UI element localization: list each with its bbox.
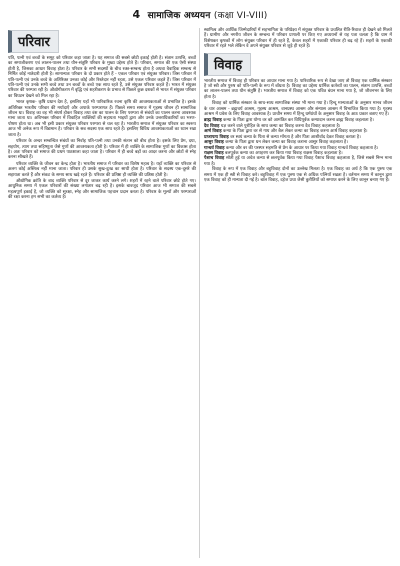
continued-paragraph: स्वामित्व और आर्थिक जिम्मेदारियों में सहभागिता के परिप्रेक्ष्य में संयुक्त परिवार के प्रचलित रीति-रिवाज ही देखने को मिलते हैं। ग्रामीण और नगरीय जीवन के सम्बन्ध में परिवार प्रणाली पर किए गए अध्ययनों से यह पता चलता है कि ग्राम में विशेषकर कृषकों में लोग संयुक्त परिवार में ही रहते हैं, केवल शहरों में एकाकी परिवार ही बढ़ रहे हैं। शहरों के एकाकी परिवार में रहते भले लेकिन वे अपने संयुक्त परिवार से जुड़े ही रहते हैं। bbox=[204, 28, 392, 50]
family-paragraph: औद्योगिक क्रांति के बाद व्यक्ति परिवार से दूर जाकर कार्य करने लगे। शहरों में रहने वाले परिवार छोटे होते गए। आधुनिक समय में एकल परिवारों की संख्या लगातार बढ़ रही है। इसके बावजूद परिवार आज भी समाज की सबसे महत्वपूर्ण इकाई है, जो व्यक्ति को सुरक्षा, स्नेह और सामाजिक पहचान प्रदान करता है। परिवार के मूल्यों और परम्पराओं की रक्षा करना हम सभी का कर्तव्य है। bbox=[8, 178, 196, 201]
column-divider bbox=[199, 28, 200, 558]
marriage-type-text: सोती हुई या अचेत कन्या से छलपूर्वक किया गया विवाह पैशाच विवाह कहलाता है, जिसे सबसे निम्न माना गया है। bbox=[204, 156, 392, 167]
section-heading-family: परिवार bbox=[8, 30, 59, 53]
marriage-type-label: ब्राह्म विवाह bbox=[204, 118, 222, 124]
marriage-type-text: कन्या और वर की परस्पर सहमति से प्रेम के आधार पर किया गया विवाह गान्धर्व विवाह कहलाता है। bbox=[225, 145, 379, 151]
marriage-type-label: आसुर विवाह bbox=[204, 140, 224, 146]
family-paragraph: परिवार व्यक्ति के जीवन का केन्द्र होता है। भारतीय समाज में परिवार का विशेष महत्व है। यहाँ व्यक्ति का परिवार से अलग कोई अस्तित्व नहीं माना जाता। परिवार ही उसके सुख-दुःख का साथी होता है। परिवार के सदस्य एक-दूसरे की सहायता करते हैं और संकट के समय साथ खड़े रहते हैं। परिवार की प्रतिष्ठा ही व्यक्ति की प्रतिष्ठा होती है। bbox=[8, 161, 196, 178]
marriage-type-label: गान्धर्व विवाह bbox=[204, 145, 225, 151]
marriage-type-text: यज्ञ करने वाले पुरोहित के साथ कन्या का विवाह करना दैव विवाह कहलाता है। bbox=[220, 123, 341, 129]
marriage-type-text: कन्या के पिता द्वारा वर से गाय और बैल लेकर कन्या का विवाह करना आर्ष विवाह कहलाता है। bbox=[223, 129, 368, 135]
left-column bbox=[8, 28, 196, 202]
family-paragraph: परिवार के अन्दर सम्बन्धित संबंधों का निर्वाह पति-पत्नी तथा उनकी संतान को बीच होता है। इसके लिए प्रेम, दया, सहयोग, त्याग तथा सहिष्णुता जैसे गुणों की आवश्यकता होती है। परिवार में ही व्यक्ति के सामाजिक गुणों का विकास होता है। अतः परिवार को समाज की प्रथम पाठशाला कहा जाता है। परिवार में ही बच्चे बड़ों का आदर करना और छोटों से स्नेह करना सीखते हैं। bbox=[8, 139, 196, 161]
marriage-type-text: कन्या के पिता द्वारा धन लेकर कन्या का विवाह कराना आसुर विवाह कहलाता है। bbox=[225, 140, 348, 146]
family-paragraph: भारत कृषक- कृषि प्रधान देश है, इसलिए यहाँ भी पारिवारिक रचना कृषि की आवश्यकताओं से प्रभावित है। इसके अतिरिक्त भारतीय परिवार की मर्यादाएँ और अपार्क परम्परागत हैं। पिछले समय समाज में गृहस्थ जीवन ही सामाजिक जीवन था। विवाह का वह भी संघर्ष होकर विवाह तथा वंश का पालन के लिए परम्परा से संबंधों का पालन करना आवश्यक माना जाता था। अविभक्त परिवार में विवाहित व्यक्तियों की सहायता भाइयों द्वारा और उनके उत्तराधिकारियों का भरण-पोषण होता था। अब भी इसी प्रकार संयुक्त परिवार परम्परा से चल रहा है। भारतीय समाज में संयुक्त परिवार का स्वरूप आज भी अनेक रूप में विद्यमान है। परिवार के सब सदस्य एक साथ रहते हैं। इसलिए विविध आवश्यकताओं का ध्यान रखा जाता है। bbox=[8, 100, 196, 138]
marriage-type-label: प्राजापत्य विवाह bbox=[204, 134, 229, 140]
marriage-paragraph: विवाह को धार्मिक संस्कार के साथ-साथ सामाजिक संस्था भी माना गया है। हिन्दू मान्यताओं के अनुसार मानव जीवन के चार आश्रम - ब्रह्मचर्य आश्रम, गृहस्थ आश्रम, वानप्रस्थ आश्रम और संन्यास आश्रम में विभाजित किया गया है। गृहस्थ आश्रम में प्रवेश के लिए विवाह आवश्यक है। प्राचीन समय में हिन्दू धर्मग्रंथों के अनुसार विवाह के आठ प्रकार बताए गए हैं। bbox=[204, 101, 392, 118]
marriage-type-label: पैशाच विवाह bbox=[204, 156, 225, 162]
page-header bbox=[0, 8, 400, 21]
chapter-number: 4 bbox=[132, 8, 141, 21]
marriage-closing-paragraph: विवाह के रूप में एक विवाह और बहुविवाह दोनों का उल्लेख मिलता है। एक विवाह का अर्थ है कि एक पुरुष एक समय में एक ही स्त्री से विवाह करे। बहुविवाह में एक पुरुष एक से अधिक पत्नियाँ रखता है। वर्तमान समय में कानून द्वारा एक विवाह को ही मान्यता दी गई है। बाल विवाह, दहेज प्रथा जैसी कुरीतियों को समाप्त करने के लिए कानून बनाए गए हैं। bbox=[204, 167, 392, 183]
marriage-type-text: वर स्वयं कन्या के पिता से कन्या माँगता है और पिता आशीर्वाद देकर विवाह कराता है। bbox=[230, 134, 361, 140]
section-heading-marriage: विवाह bbox=[204, 53, 251, 76]
marriage-type-text: बलपूर्वक कन्या का अपहरण कर किया गया विवाह राक्षस विवाह कहलाता है। bbox=[225, 150, 343, 156]
marriage-type-label: दैव विवाह bbox=[204, 123, 220, 129]
right-column bbox=[204, 28, 392, 184]
marriage-type-text: कन्या के पिता द्वारा योग्य वर को आमंत्रित कर विधिपूर्वक कन्यादान करना ब्राह्म विवाह कहलाता है। bbox=[223, 118, 374, 124]
subject-title: सामाजिक अध्ययन bbox=[147, 11, 211, 21]
class-range: (कक्षा VI-VIII) bbox=[213, 11, 268, 21]
marriage-paragraph: भारतीय समाज में विवाह ही परिवार का आधार माना गया है। पारिवारिक रूप से देखा जाए तो विवाह एक धार्मिक संस्कार है जो स्त्री और पुरुष को पति-पत्नी के रूप में बाँधता है। विवाह का उद्देश्य धार्मिक कर्तव्यों का पालन, संतान उत्पत्ति, बच्चों का लालन-पालन तथा यौन संतुष्टि है। भारतीय समाज में विवाह को एक पवित्र बंधन माना गया है, जो जीवनभर के लिए होता है। bbox=[204, 78, 392, 100]
family-paragraph: पति, पत्नी एवं बच्चों के समूह को परिवार कहा जाता है। यह समाज की सबसे छोटी इकाई होती है। संतान उत्पत्ति, बच्चों का समाजीकरण एवं लालन-पालन तथा यौन-संतुष्टि परिवार के मुख्य उद्देश्य होते हैं। परिवार, समाज की एक ऐसी संस्था होती है, जिसका आधार विवाह होता है। परिवार के सभी सदस्यों के बीच रक्त-सम्बन्ध होता है अथवा वैवाहिक सम्बन्ध से निर्मित कोई नातेदारी होती है। सामान्यतः परिवार के दो प्रकार होते हैं - एकल परिवार एवं संयुक्त परिवार। जिस परिवार में पति-पत्नी एवं उनके बच्चे के अतिरिक्त उनका कोई और रिश्तेदार नहीं रहता, उसे एकल परिवार कहते हैं। जिस परिवार में पति-पत्नी एवं उनके सभी बच्चे तथा उन बच्चों के बच्चे एक साथ रहते हैं, उसे संयुक्त परिवार कहते हैं। भारत में संयुक्त परिवार की परम्परा रही है। औद्योगीकरण में वृद्धि एवं शहरीकरण के प्रभाव से पिछले कुछ दशकों से भारत में संयुक्त परिवार का विघटन देखने को मिल रहा है। bbox=[8, 56, 196, 99]
marriage-type-label: आर्ष विवाह bbox=[204, 129, 222, 135]
marriage-type-label: राक्षस विवाह bbox=[204, 150, 224, 156]
marriage-type-item bbox=[204, 156, 392, 167]
